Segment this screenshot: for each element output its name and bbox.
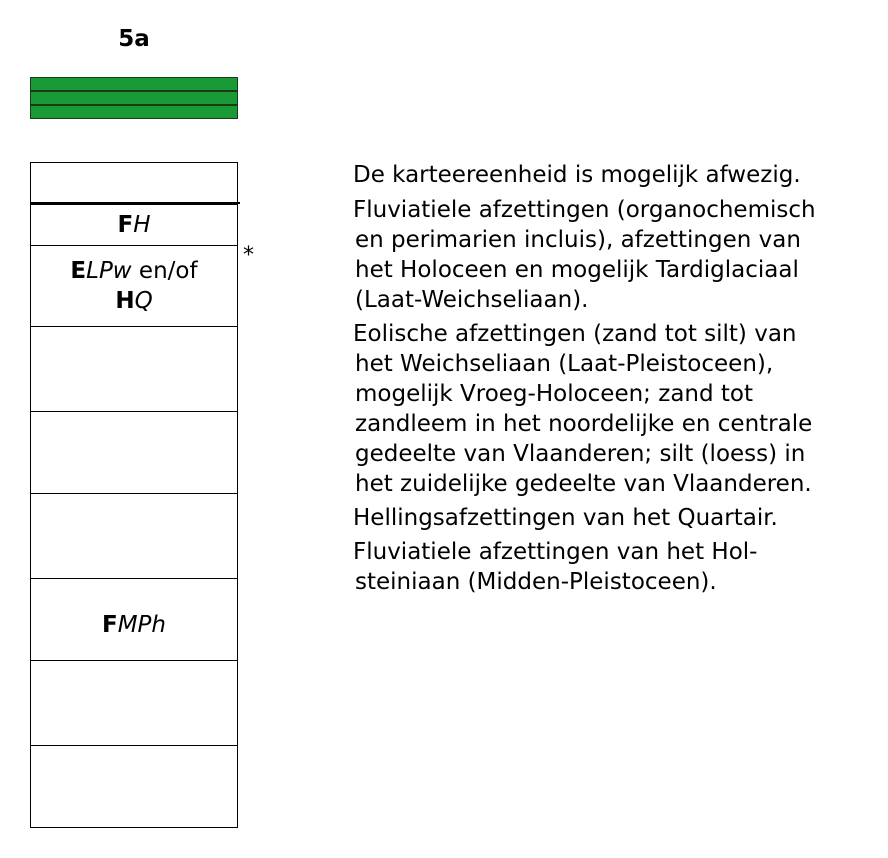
layer-elpw-code-bold: E [70,258,87,284]
legend-elpw-line: zandleem in het noordelijke en centrale [355,411,813,437]
legend-hq-line: Hellingsafzettingen van het Quartair. [353,505,778,531]
layer-boundary-extension [30,202,240,204]
layer-elpw-code-italic: LPw [86,258,132,284]
profile-column [30,162,238,828]
legend-fh-line: het Holoceen en mogelijk Tardiglaciaal [355,257,799,283]
absence-asterisk: * [243,243,254,268]
diagram-title: 5a [118,26,150,52]
legend-star-text: De karteereenheid is mogelijk afwezig. [353,162,801,188]
legend-fh-line: Fluviatiele afzettingen (organochemisch [353,197,816,223]
layer-elpw-hq [31,245,237,326]
legend-elpw-line: mogelijk Vroeg-Holoceen; zand tot [355,381,754,407]
layer-fh [31,204,237,245]
layer-4 [31,326,237,411]
layer-fh-code-bold: F [117,212,134,238]
legend-fh-line: en perimarien incluis), afzettingen van [355,227,801,253]
layer-fmph-code-italic: MPh [117,611,166,638]
band-divider [31,90,237,92]
layer-5 [31,411,237,493]
legend-fmph-line: Fluviatiele afzettingen van het Hol- [353,539,758,565]
layer-8 [31,660,237,745]
layer-fmph [31,578,237,660]
layer-hq-code-italic: Q [134,288,153,314]
legend-elpw-line: gedeelte van Vlaanderen; silt (loess) in [355,441,806,467]
layer-1 [31,163,237,203]
legend-elpw-line: het Weichseliaan (Laat-Pleistoceen), [355,351,774,377]
layer-fh-code-italic: H [133,212,151,238]
layer-9 [31,745,237,828]
legend-fh-line: (Laat-Weichseliaan). [355,287,589,313]
layer-hq-code-bold: H [115,288,135,314]
legend-elpw-line: het zuidelijke gedeelte van Vlaanderen. [355,471,812,497]
layer-fmph-code-bold: F [101,611,118,638]
legend-elpw-line: Eolische afzettingen (zand tot silt) van [353,321,797,347]
layer-6 [31,493,237,578]
layer-elpw-suffix: en/of [131,258,198,284]
surface-layer-band [30,77,238,119]
legend-fmph-line: steiniaan (Midden-Pleistoceen). [355,569,717,595]
band-divider [31,104,237,106]
